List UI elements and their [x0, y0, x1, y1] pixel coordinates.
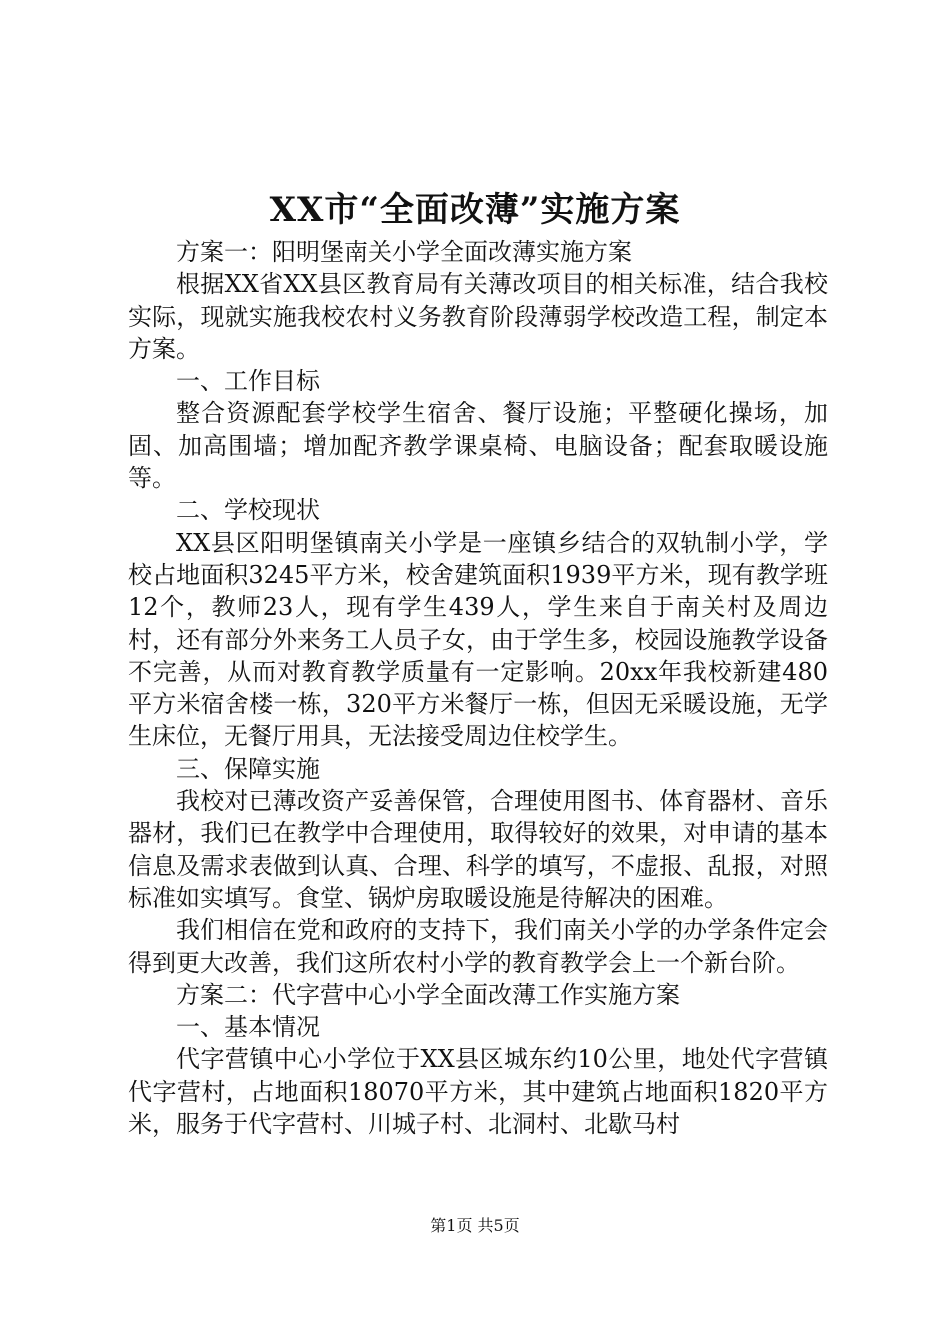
paragraph-status: XX县区阳明堡镇南关小学是一座镇乡结合的双轨制小学，学校占地面积3245平方米，校舍建筑面积1939平方米，现有教学班12个，教师23人，现有学生439人，学生来自于南关村及周边村，还有部分外来务工人员子女，由于学生多，校园设施教学设备不完善，从而对教育教学质量有一定影响。20xx年我校新建480平方米宿舍楼一栋，320平方米餐厅一栋，但因无采暖设施，无学生床位，无餐厅用具，无法接受周边住校学生。 — [128, 528, 828, 751]
section-heading-safeguard: 三、保障实施 — [176, 754, 320, 783]
paragraph-conclusion: 我们相信在党和政府的支持下，我们南关小学的办学条件定会得到更大改善，我们这所农村小学的教育教学会上一个新台阶。 — [128, 916, 828, 977]
document-body — [128, 236, 828, 1140]
paragraph-intro: 根据XX省XX县区教育局有关薄改项目的相关标准，结合我校实际，现就实施我校农村义务教育阶段薄弱学校改造工程，制定本方案。 — [128, 270, 828, 363]
page-footer: 第1页 共5页 — [430, 1216, 520, 1235]
paragraph-safeguard: 我校对已薄改资产妥善保管，合理使用图书、体育器材、音乐器材，我们已在教学中合理使用，取得较好的效果，对申请的基本信息及需求表做到认真、合理、科学的填写，不虚报、乱报，对照标准如实填写。食堂、锅炉房取暖设施是待解决的困难。 — [128, 787, 828, 912]
paragraph-basic-info: 代字营镇中心小学位于XX县区城东约10公里，地处代字营镇代字营村，占地面积18070平方米，其中建筑占地面积1820平方米，服务于代字营村、川城子村、北洞村、北歇马村 — [128, 1045, 828, 1139]
section-heading-basic-info: 一、基本情况 — [176, 1013, 320, 1042]
paragraph-plan-two-heading: 方案二：代字营中心小学全面改薄工作实施方案 — [176, 980, 680, 1009]
document-title: XX市“全面改薄”实施方案 — [269, 190, 681, 230]
section-heading-goals: 一、工作目标 — [176, 367, 320, 396]
paragraph-goals: 整合资源配套学校学生宿舍、餐厅设施；平整硬化操场，加固、加高围墙；增加配齐教学课桌椅、电脑设备；配套取暖设施等。 — [128, 399, 828, 493]
paragraph-plan-one-heading: 方案一：阳明堡南关小学全面改薄实施方案 — [176, 238, 632, 266]
section-heading-status: 二、学校现状 — [176, 496, 320, 525]
